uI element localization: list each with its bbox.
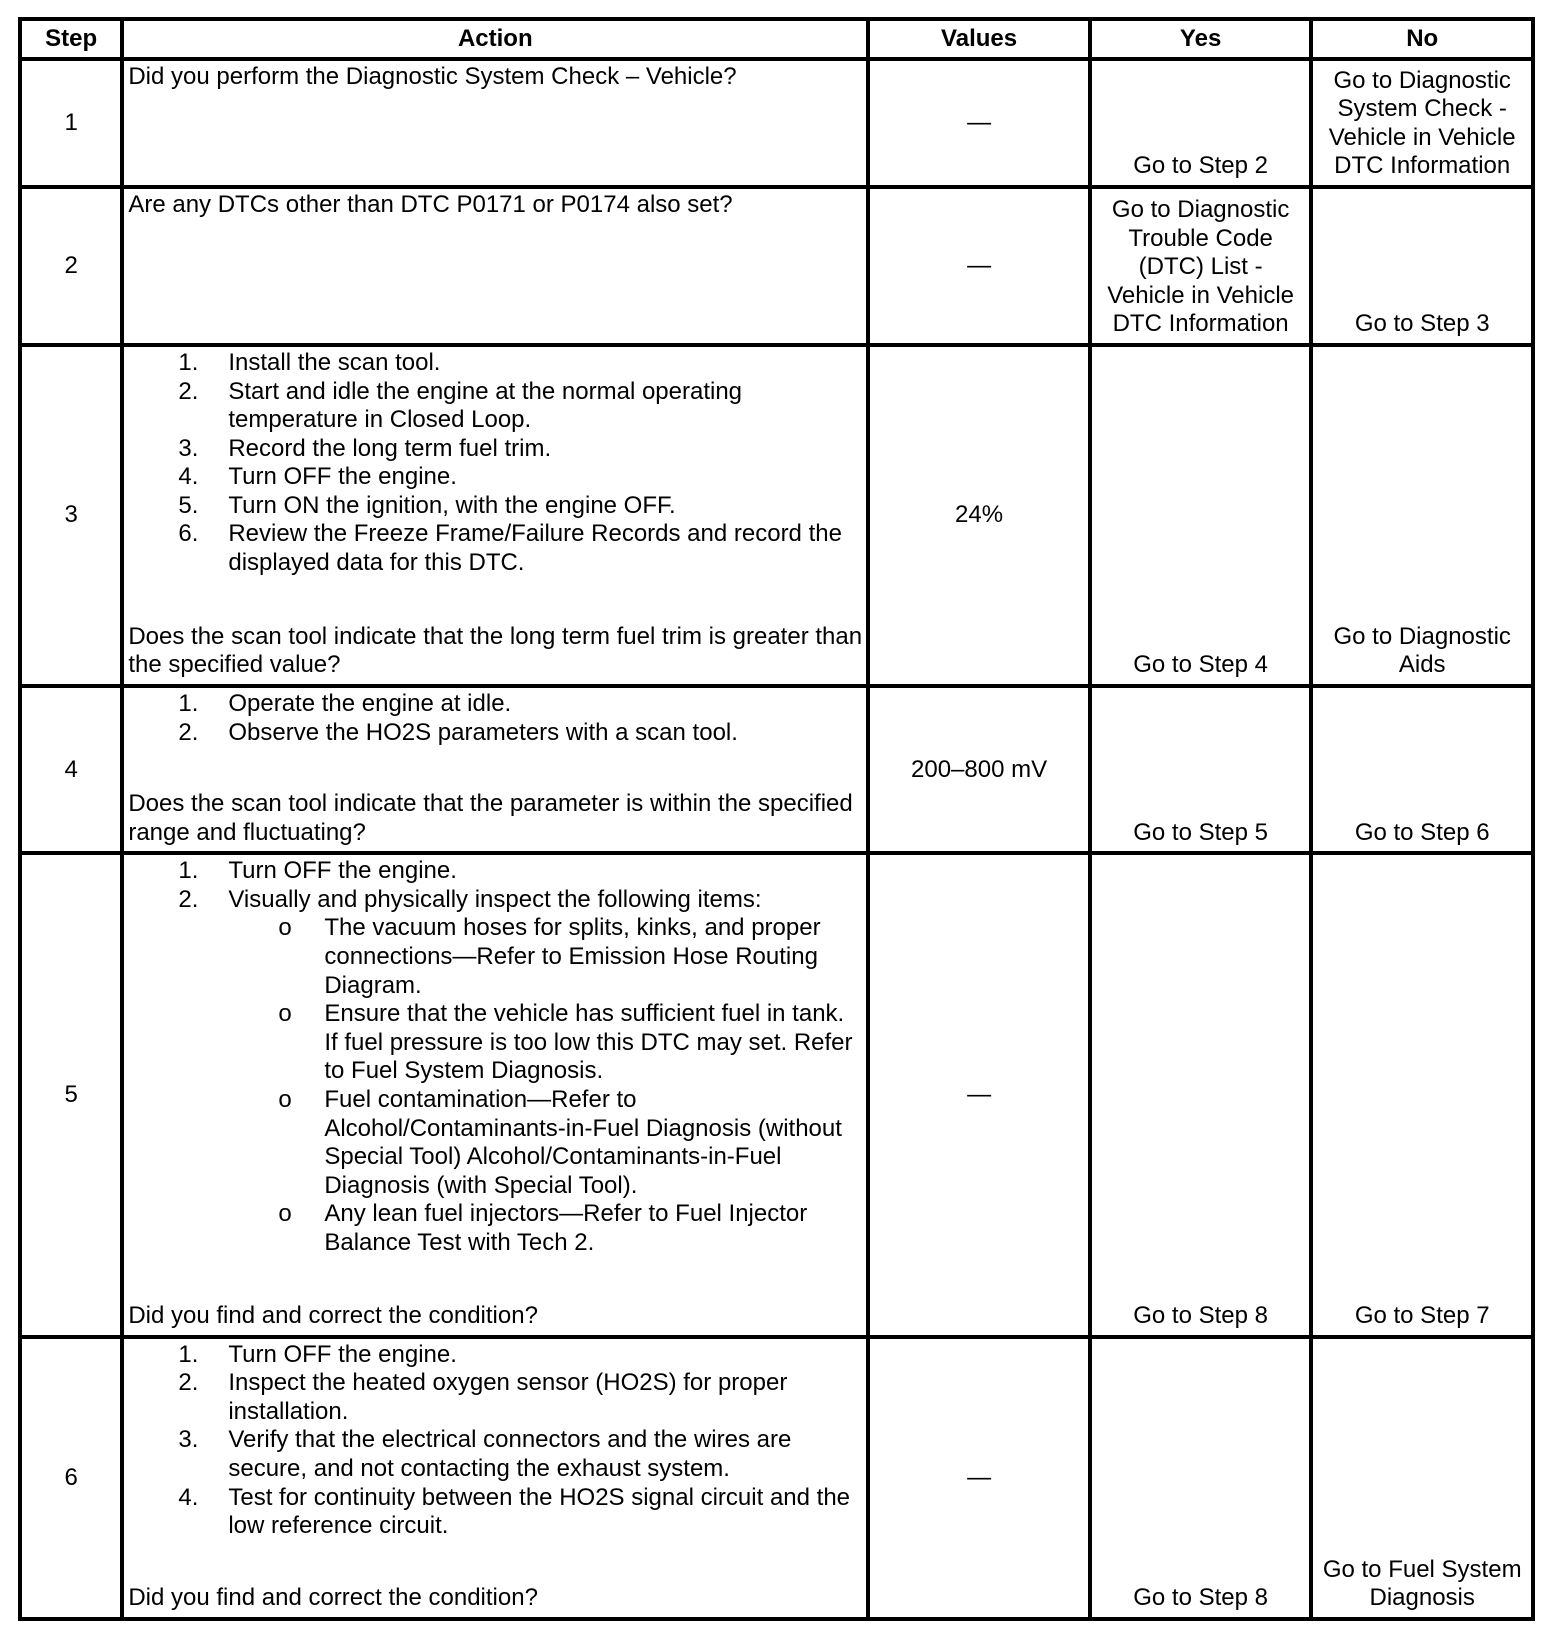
table-row: [20, 1337, 1533, 1619]
value-cell: —: [868, 59, 1090, 187]
step-number: 5: [20, 853, 122, 1336]
action-cell: [122, 1337, 868, 1619]
sub-list-item: o Any lean fuel injectors—Refer to Fuel Injector Balance Test with Tech 2.: [278, 1200, 808, 1256]
yes-link[interactable]: Go to Step 2: [1133, 152, 1268, 180]
no-link[interactable]: Go to Fuel System Diagnosis: [1322, 1555, 1522, 1612]
list-item: 4. Turn OFF the engine.: [178, 463, 457, 491]
yes-link[interactable]: Go to Step 5: [1133, 818, 1268, 846]
list-item: 1. Operate the engine at idle.: [178, 689, 512, 717]
sub-list-item: o Fuel contamination—Refer to Alcohol/Contaminants-in-Fuel Diagnosis (without Special Tool) Alcohol/Contaminants-in-Fuel Diagnosis (with Special Tool).: [278, 1086, 842, 1199]
step-number: 2: [20, 187, 122, 345]
procedure-list: [128, 349, 862, 578]
action-cell: [122, 187, 868, 345]
list-item: 6. Review the Freeze Frame/Failure Records and record the displayed data for this DTC.: [178, 520, 842, 577]
action-question: Does the scan tool indicate that the long term fuel trim is greater than the specified value?: [128, 622, 863, 679]
yes-link[interactable]: Go to Step 8: [1133, 1584, 1268, 1612]
list-item: 4. Test for continuity between the HO2S signal circuit and the low reference circuit.: [178, 1483, 851, 1540]
yes-link[interactable]: Go to Step 8: [1133, 1301, 1268, 1329]
list-item: 1. Install the scan tool.: [178, 348, 441, 376]
list-item: 1. Turn OFF the engine.: [178, 1340, 457, 1368]
step-number: 6: [20, 1337, 122, 1619]
header-values: Values: [868, 19, 1090, 59]
header-row: [20, 19, 1533, 59]
list-item: 2. Observe the HO2S parameters with a scan tool.: [178, 718, 738, 746]
no-link[interactable]: Go to Diagnostic System Check - Vehicle in Vehicle DTC Information: [1328, 66, 1516, 180]
value-cell: —: [868, 853, 1090, 1336]
table-row: [20, 59, 1533, 187]
no-link[interactable]: Go to Diagnostic Aids: [1333, 622, 1511, 679]
list-item: 2. Inspect the heated oxygen sensor (HO2S) for proper installation.: [178, 1369, 788, 1425]
value-cell: —: [868, 187, 1090, 345]
list-item: 5. Turn ON the ignition, with the engine OFF.: [178, 491, 676, 519]
table-row: [20, 853, 1533, 1336]
yes-link[interactable]: Go to Diagnostic Trouble Code (DTC) List - Vehicle in Vehicle DTC Information: [1107, 195, 1295, 338]
sub-list-item: o The vacuum hoses for splits, kinks, and proper connections—Refer to Emission Hose Routing Diagram.: [278, 914, 821, 999]
sub-list-item: o Ensure that the vehicle has sufficient fuel in tank. If fuel pressure is too low this DTC may set. Refer to Fuel System Diagnosis.: [278, 1000, 853, 1085]
value-cell: 200–800 mV: [868, 686, 1090, 853]
action-question: Did you perform the Diagnostic System Check – Vehicle?: [128, 63, 737, 90]
table-row: [20, 187, 1533, 345]
header-no: No: [1311, 19, 1533, 59]
action-cell: [122, 345, 868, 686]
yes-cell: [1090, 853, 1312, 1336]
action-cell: [122, 853, 868, 1336]
action-cell: [122, 686, 868, 853]
no-link[interactable]: Go to Step 7: [1354, 1301, 1490, 1329]
table-row: [20, 686, 1533, 853]
header-action: Action: [122, 19, 868, 59]
no-cell: [1311, 1337, 1533, 1619]
procedure-list: [128, 857, 862, 1257]
inspection-sublist: [128, 914, 862, 1257]
no-link[interactable]: Go to Step 6: [1354, 818, 1490, 846]
no-cell: [1311, 345, 1533, 686]
action-question: Are any DTCs other than DTC P0171 or P0174 also set?: [128, 191, 733, 218]
list-item: 1. Turn OFF the engine.: [178, 857, 457, 885]
table-row: [20, 345, 1533, 686]
yes-cell: [1090, 187, 1312, 345]
list-item: 2. Start and idle the engine at the normal operating temperature in Closed Loop.: [178, 377, 743, 434]
action-question: Did you find and correct the condition?: [128, 1584, 538, 1612]
step-number: 1: [20, 59, 122, 187]
no-link[interactable]: Go to Step 3: [1354, 310, 1490, 338]
no-cell: [1311, 187, 1533, 345]
procedure-list: [128, 1341, 862, 1541]
value-cell: 24%: [868, 345, 1090, 686]
yes-cell: [1090, 686, 1312, 853]
list-item: 2. Visually and physically inspect the following items: o The vacuum hoses for splits, kinks, and proper connections—Refer to Emission Hose Routing Diagram. o Ensure that the vehicle has sufficient fuel in tank. If fuel pressure is too low this DTC may set. Refer to Fuel System Diagnosis. o Fuel contamination—Refer to Alcohol/Contaminants-in-Fuel Diagnosis (without Special Tool) Alcohol/Contaminants-in-Fuel Diagnosis (with Special Tool). o Any lean fuel injectors—Refer to Fuel Injector Balance Test with Tech 2.: [128, 886, 862, 1258]
action-question: Did you find and correct the condition?: [128, 1301, 538, 1329]
yes-cell: [1090, 59, 1312, 187]
list-item: 3. Record the long term fuel trim.: [178, 434, 552, 462]
action-cell: [122, 59, 868, 187]
no-cell: [1311, 853, 1533, 1336]
diagnostic-table: [18, 17, 1535, 1621]
header-step: Step: [20, 19, 122, 59]
no-cell: [1311, 686, 1533, 853]
header-yes: Yes: [1090, 19, 1312, 59]
list-item: 3. Verify that the electrical connectors and the wires are secure, and not contacting the exhaust system.: [178, 1426, 792, 1482]
yes-cell: [1090, 1337, 1312, 1619]
yes-cell: [1090, 345, 1312, 686]
step-number: 3: [20, 345, 122, 686]
procedure-list: [128, 690, 862, 747]
step-number: 4: [20, 686, 122, 853]
value-cell: —: [868, 1337, 1090, 1619]
no-cell: [1311, 59, 1533, 187]
yes-link[interactable]: Go to Step 4: [1133, 651, 1268, 679]
action-question: Does the scan tool indicate that the parameter is within the specified range and fluctuating?: [128, 790, 853, 846]
